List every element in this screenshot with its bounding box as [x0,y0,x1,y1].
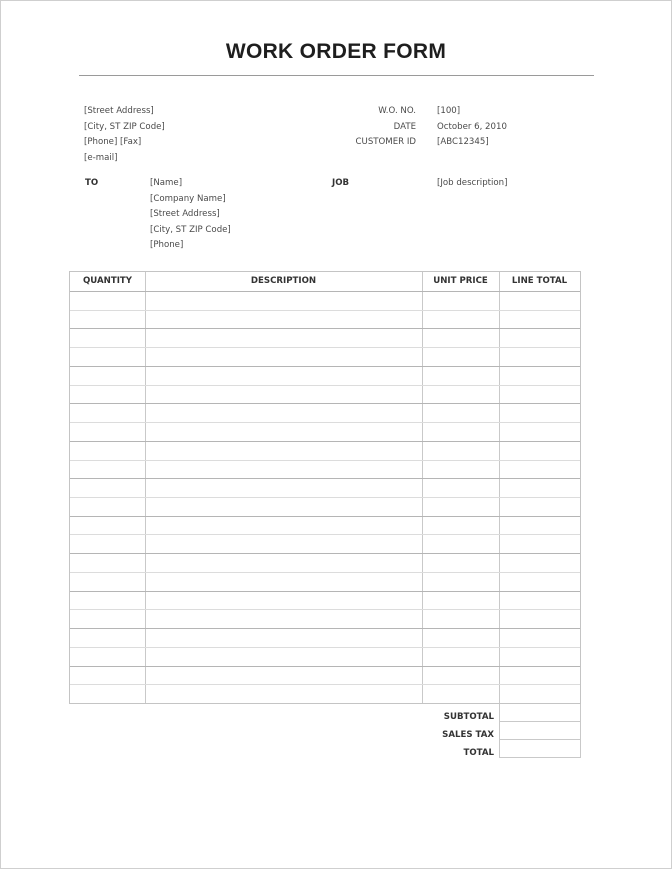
to-phone[interactable]: [Phone] [150,240,184,250]
table-row[interactable] [70,572,580,592]
line-total-header: LINE TOTAL [511,276,568,286]
date-label: DATE [393,122,416,132]
form-title: WORK ORDER FORM [225,40,447,63]
table-row[interactable] [70,291,580,311]
subtotal-field[interactable] [499,704,581,722]
to-company[interactable]: [Company Name] [150,194,226,204]
table-row[interactable] [70,666,580,686]
unit-price-header: UNIT PRICE [433,276,488,286]
table-row[interactable] [70,609,580,629]
table-row[interactable] [70,403,580,423]
job-description[interactable]: [Job description] [437,178,508,188]
table-row[interactable] [70,534,580,554]
table-row[interactable] [70,366,580,386]
table-row[interactable] [70,684,580,704]
table-row[interactable] [70,441,580,461]
table-row[interactable] [70,422,580,442]
sender-email[interactable]: [e-mail] [84,153,118,163]
subtotal-label: SUBTOTAL [443,712,494,722]
to-street[interactable]: [Street Address] [150,209,220,219]
table-row[interactable] [70,553,580,573]
sender-city[interactable]: [City, ST ZIP Code] [84,122,165,132]
description-header: DESCRIPTION [250,276,317,286]
table-row[interactable] [70,628,580,648]
sales-tax-label: SALES TAX [442,730,494,740]
sender-phone-fax[interactable]: [Phone] [Fax] [84,137,142,147]
table-row[interactable] [70,591,580,611]
table-row[interactable] [70,478,580,498]
quantity-header: QUANTITY [82,276,132,286]
title-divider [79,75,594,76]
total-field[interactable] [499,740,581,758]
line-items-table [69,271,581,704]
to-city[interactable]: [City, ST ZIP Code] [150,225,231,235]
table-row[interactable] [70,460,580,480]
table-row[interactable] [70,328,580,348]
wo-number-value[interactable]: [100] [437,106,461,116]
total-label: TOTAL [463,748,494,758]
customer-id-value[interactable]: [ABC12345] [437,137,489,147]
table-row[interactable] [70,310,580,330]
sales-tax-field[interactable] [499,722,581,740]
table-row[interactable] [70,647,580,667]
job-label: JOB [332,178,350,188]
table-row[interactable] [70,497,580,517]
wo-number-label: W.O. NO. [378,106,416,116]
to-label: TO [85,178,99,188]
date-value[interactable]: October 6, 2010 [437,122,507,132]
table-row[interactable] [70,516,580,536]
to-name[interactable]: [Name] [150,178,183,188]
table-row[interactable] [70,347,580,367]
table-row[interactable] [70,385,580,405]
customer-id-label: CUSTOMER ID [355,137,416,147]
sender-street[interactable]: [Street Address] [84,106,154,116]
